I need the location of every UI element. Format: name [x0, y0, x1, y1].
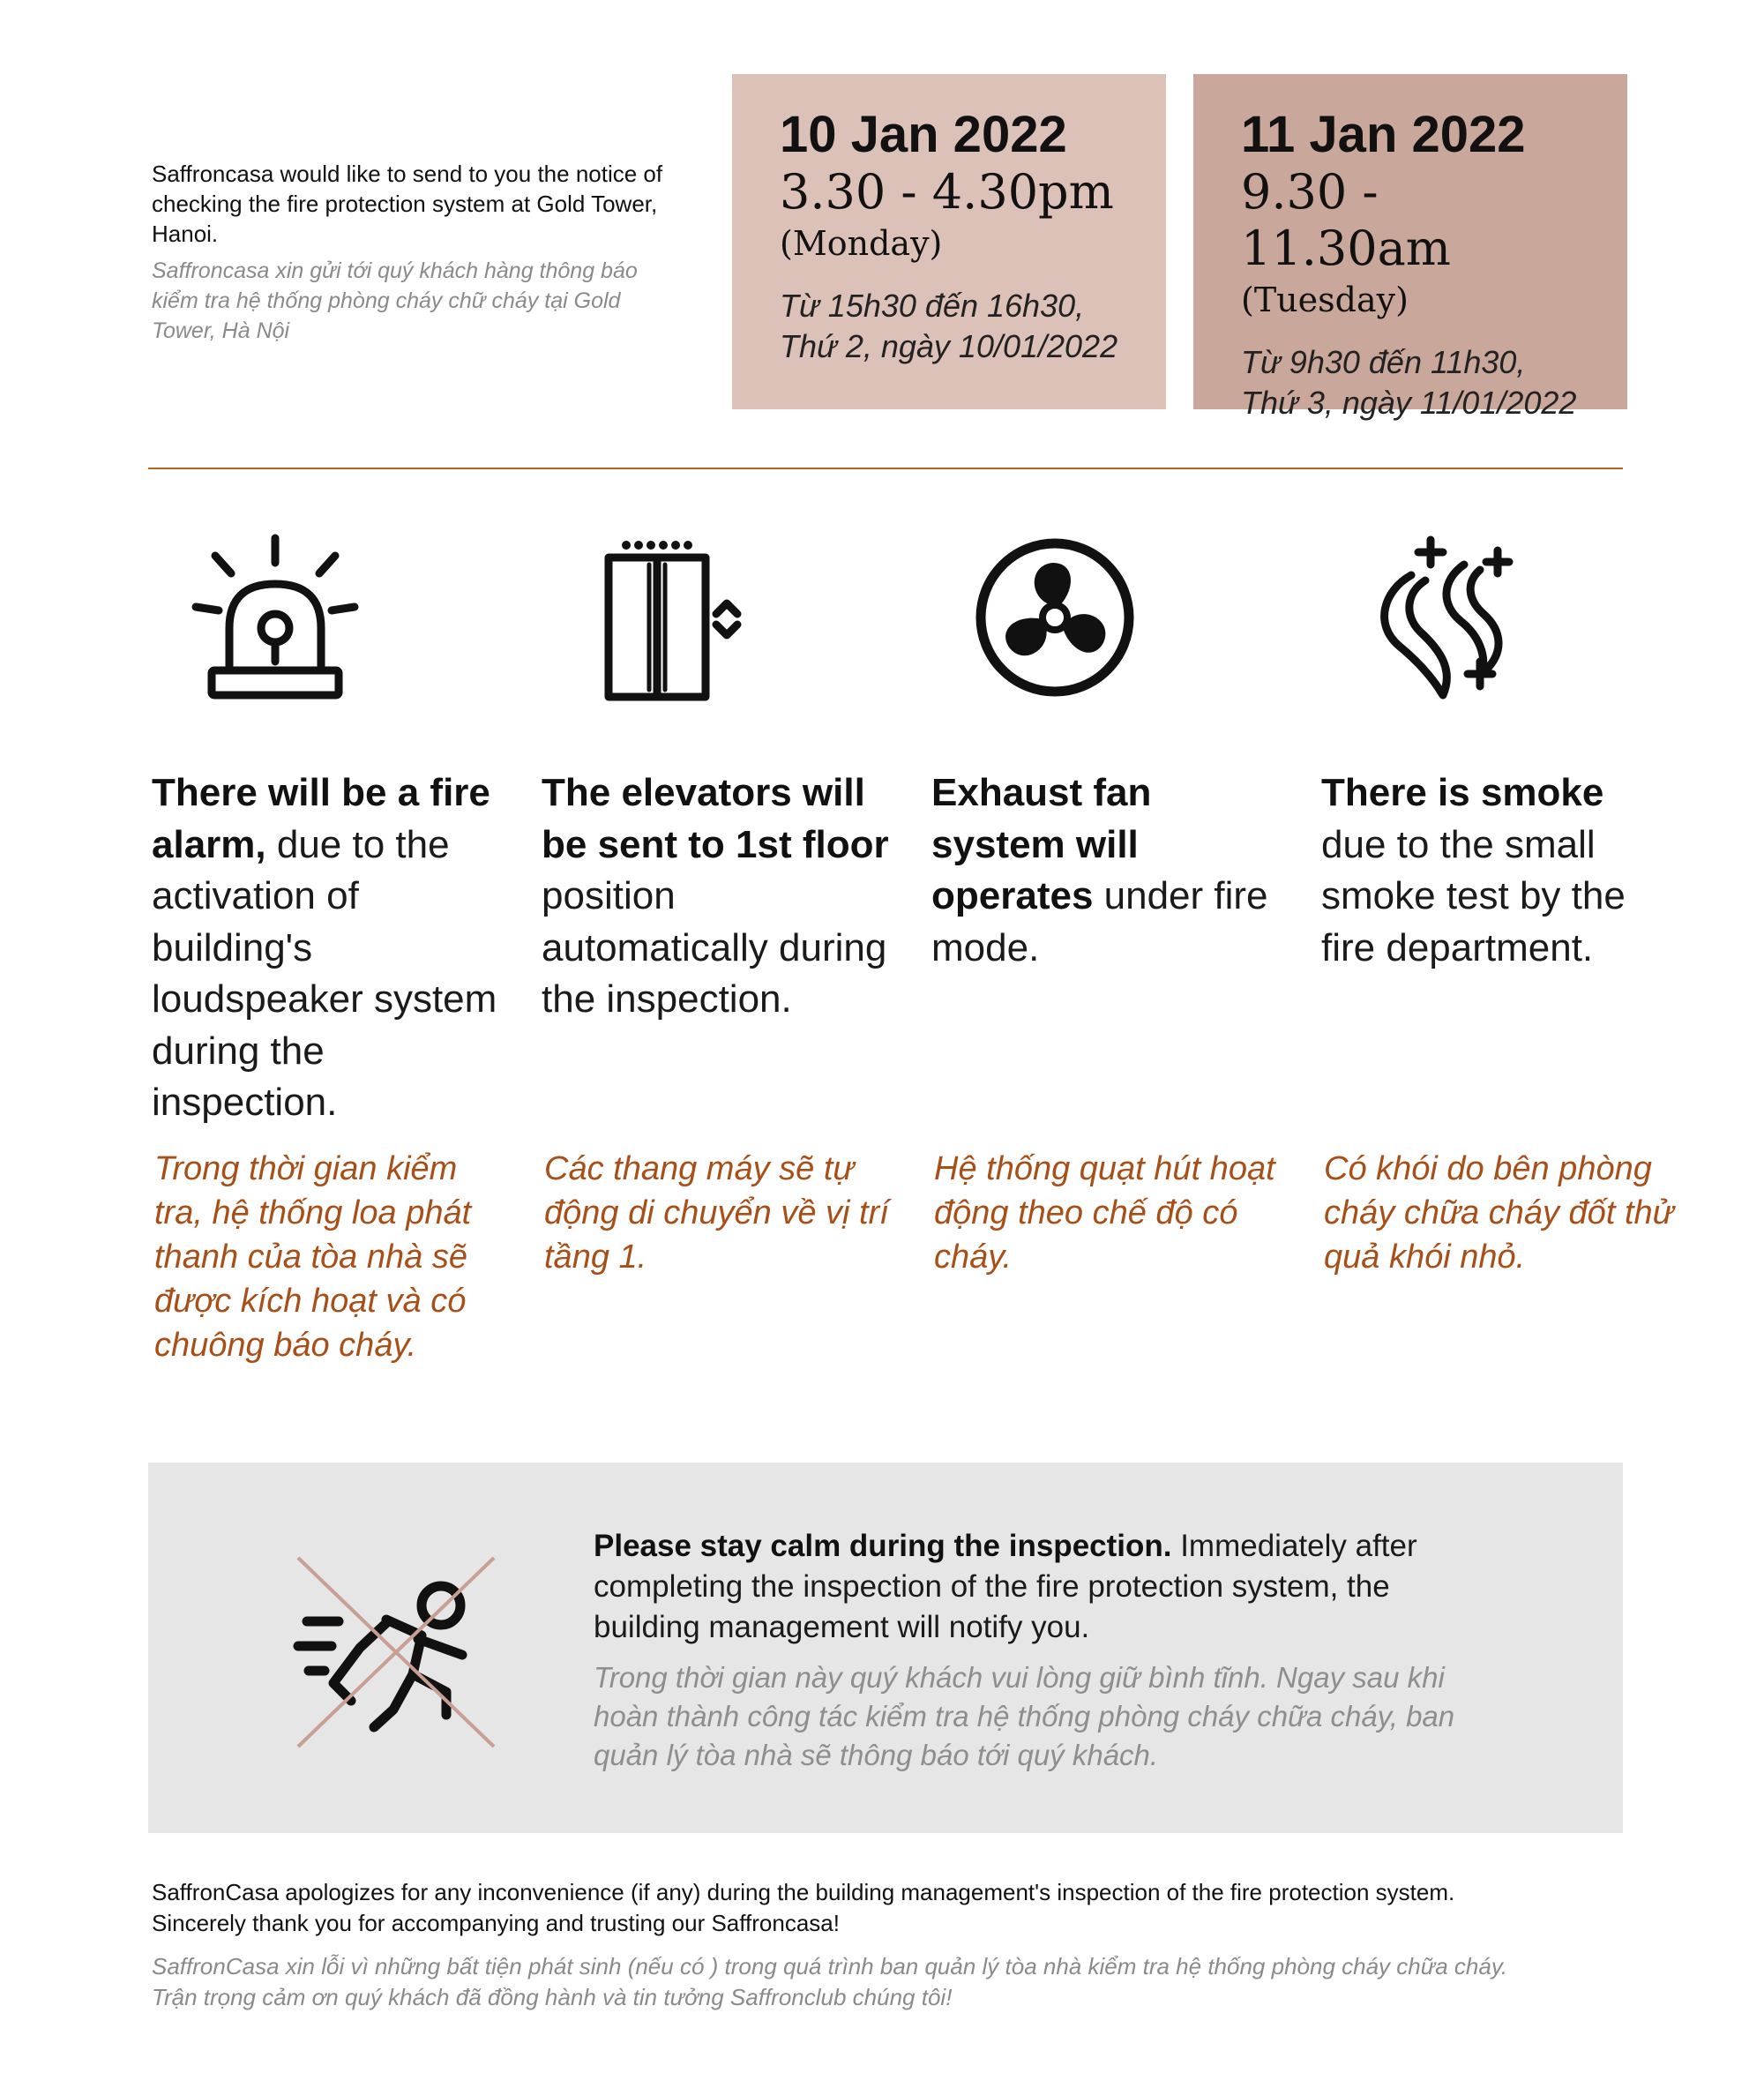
elevator-icon [577, 529, 753, 706]
schedule-time: 3.30 - 4.30pm [780, 164, 1114, 220]
schedule-date: 10 Jan 2022 [780, 106, 1067, 163]
notice-text-en [542, 767, 894, 1026]
schedule-vi-date: Thứ 2, ngày 10/01/2022 [780, 328, 1118, 364]
notice-text-vi: Có khói do bên phòng cháy chữa cháy đốt thử quả khói nhỏ. [1324, 1150, 1674, 1276]
notice-bold: Exhaust fan system will operates [931, 771, 1152, 917]
schedule-weekday: (Tuesday) [1241, 281, 1409, 319]
section-divider [148, 468, 1623, 469]
stay-calm-bold: Please stay calm during the inspection. [594, 1529, 1172, 1563]
schedule-time: 9.30 - 11.30am [1241, 164, 1451, 276]
notice-text-vi: Các thang máy sẽ tự động di chuyển về vị trí tầng 1. [544, 1150, 889, 1276]
notice-rest: position automatically during the inspection. [542, 874, 887, 1021]
stay-calm-text [594, 1526, 1476, 1775]
notice-rest: due to the activation of building's loudspeaker system during the inspection. [152, 822, 497, 1124]
notice-bold: There is smoke [1321, 771, 1604, 814]
notice-text-en [931, 767, 1284, 974]
notice-text-en [152, 767, 505, 1129]
notice-text-vi: Hệ thống quạt hút hoạt động theo chế độ có cháy. [934, 1150, 1275, 1276]
stay-calm-text-en [594, 1526, 1476, 1648]
schedule-card-day-2 [1193, 74, 1627, 421]
stay-calm-rest: Immediately after completing the inspection of the fire protection system, the building management will notify you. [594, 1529, 1417, 1644]
no-running-icon [289, 1551, 501, 1754]
schedule-vi-time: Từ 9h30 đến 11h30, [1241, 344, 1526, 380]
exhaust-fan-icon [967, 529, 1143, 706]
notice-bold: There will be a fire alarm, [152, 771, 490, 866]
smoke-icon [1357, 529, 1533, 706]
stay-calm-text-vi: Trong thời gian này quý khách vui lòng giữ bình tĩnh. Ngay sau khi hoàn thành công tác kiểm tra hệ thống phòng cháy chữa cháy, ban quản lý tòa nhà sẽ thông báo tới quý khách. [594, 1661, 1455, 1771]
intro-text-en: Saffroncasa would like to send to you the notice of checking the fire protection system at Gold Tower, Hanoi. [152, 161, 663, 247]
footer-text-en: SaffronCasa apologizes for any inconvenience (if any) during the building management's inspection of the fire protection system. Sincerely thank you for accompanying and trusting our Saffroncasa! [152, 1879, 1455, 1936]
schedule-date: 11 Jan 2022 [1241, 106, 1526, 163]
fire-alarm-siren-icon [187, 529, 363, 706]
schedule-vi-time: Từ 15h30 đến 16h30, [780, 288, 1085, 324]
notice-fire-alarm [152, 529, 505, 1364]
schedule-weekday: (Monday) [780, 224, 943, 263]
footer-apology [152, 1877, 1545, 2013]
notice-exhaust-fan [931, 529, 1284, 1276]
stay-calm-panel [148, 1463, 1623, 1833]
footer-text-vi: SaffronCasa xin lỗi vì những bất tiện phát sinh (nếu có ) trong quá trình ban quản lý tòa nhà kiểm tra hệ thống phòng cháy chữa cháy. Trận trọng cảm ơn quý khách đã đồng hành và tin tưởng Saffronclub chúng tôi! [152, 1953, 1508, 2010]
schedule-vi-date: Thứ 3, ngày 11/01/2022 [1241, 385, 1577, 421]
intro-notice [152, 159, 681, 346]
notice-rest: due to the small smoke test by the fire department. [1321, 822, 1626, 969]
notice-bold: The elevators will be sent to 1st floor [542, 771, 889, 866]
notice-smoke [1321, 529, 1674, 1276]
notice-elevators [542, 529, 894, 1276]
intro-text-vi: Saffroncasa xin gửi tới quý khách hàng thông báo kiểm tra hệ thống phòng cháy chữ cháy tại Gold Tower, Hà Nội [152, 258, 638, 343]
notice-rest: under fire mode. [931, 874, 1268, 969]
notice-text-vi: Trong thời gian kiểm tra, hệ thống loa phát thanh của tòa nhà sẽ được kích hoạt và có chuông báo cháy. [154, 1150, 472, 1364]
schedule-card-day-1 [732, 74, 1166, 409]
notice-text-en [1321, 767, 1674, 974]
